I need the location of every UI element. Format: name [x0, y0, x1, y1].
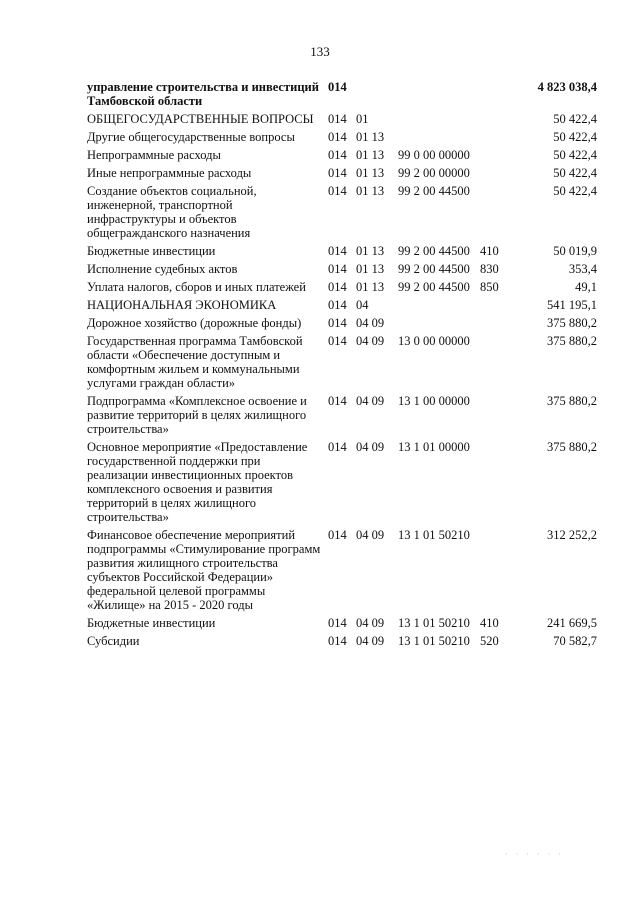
table-row	[87, 528, 597, 616]
row-section: 01 13	[356, 262, 385, 276]
table-row	[87, 80, 597, 112]
row-code: 014	[328, 184, 347, 198]
table-row	[87, 394, 597, 440]
row-article	[394, 112, 476, 130]
table-row	[87, 148, 597, 166]
row-name: Уплата налогов, сборов и иных платежей	[87, 280, 306, 294]
scan-noise: · · · · · ·	[505, 850, 564, 859]
row-name: Другие общегосударственные вопросы	[87, 130, 295, 144]
row-sum: 50 019,9	[553, 244, 597, 258]
row-sum: 541 195,1	[547, 298, 597, 312]
table-row	[87, 616, 597, 634]
row-name: Создание объектов социальной, инженерной, транспортной инфраструктуры и объектов общегражданского назначения	[87, 184, 257, 240]
row-type	[476, 394, 501, 440]
row-type	[476, 528, 501, 616]
row-name: Государственная программа Тамбовской области «Обеспечение доступным и комфортным жильем и коммунальными услугами граждан области»	[87, 334, 303, 390]
row-type	[476, 130, 501, 148]
row-name: Дорожное хозяйство (дорожные фонды)	[87, 316, 302, 330]
row-sum: 312 252,2	[547, 528, 597, 542]
row-type	[476, 184, 501, 244]
row-section: 01 13	[356, 166, 385, 180]
row-code: 014	[328, 130, 347, 144]
row-article	[394, 130, 476, 148]
row-type: 850	[480, 280, 499, 294]
row-article: 99 2 00 44500	[398, 280, 470, 294]
row-code: 014	[328, 394, 347, 408]
row-name: Бюджетные инвестиции	[87, 244, 216, 258]
row-section: 01 13	[356, 184, 385, 198]
row-sum: 375 880,2	[547, 394, 597, 408]
row-type	[476, 112, 501, 130]
row-section: 04 09	[356, 634, 385, 648]
row-sum: 375 880,2	[547, 440, 597, 454]
row-section: 04 09	[356, 528, 385, 542]
row-type	[476, 298, 501, 316]
row-section: 04 09	[356, 440, 385, 454]
row-code: 014	[328, 262, 347, 276]
row-sum: 50 422,4	[553, 184, 597, 198]
row-code: 014	[328, 528, 347, 542]
row-type	[476, 80, 501, 112]
budget-table	[87, 80, 597, 652]
row-name: Основное мероприятие «Предоставление государственной поддержки при реализации инвестиционных проектов комплексного освоения и развития территорий в целях жилищного строительства»	[87, 440, 308, 524]
row-section: 01 13	[356, 244, 385, 258]
row-name: Исполнение судебных актов	[87, 262, 238, 276]
row-article: 13 1 01 50210	[398, 616, 470, 630]
row-name: Бюджетные инвестиции	[87, 616, 216, 630]
row-article: 13 1 01 00000	[398, 440, 470, 454]
row-article	[394, 80, 476, 112]
row-code: 014	[328, 166, 347, 180]
row-section: 01 13	[356, 148, 385, 162]
row-article: 99 2 00 44500	[398, 184, 470, 198]
row-article: 13 1 01 50210	[398, 528, 470, 542]
row-sum: 4 823 038,4	[537, 80, 597, 94]
row-type	[476, 440, 501, 528]
row-type	[476, 334, 501, 394]
row-code: 014	[328, 440, 347, 454]
row-code: 014	[328, 112, 347, 126]
row-type: 830	[480, 262, 499, 276]
row-name: Финансовое обеспечение мероприятий подпрограммы «Стимулирование программ развития жилищного строительства субъектов Российской Федерации» федеральной целевой программы «Жилище» на 2015 - 2020 годы	[87, 528, 321, 612]
row-section: 04 09	[356, 616, 385, 630]
row-article: 13 1 01 50210	[398, 634, 470, 648]
row-name: Субсидии	[87, 634, 140, 648]
row-sum: 50 422,4	[553, 112, 597, 126]
page-number: 133	[310, 44, 330, 59]
row-code: 014	[328, 148, 347, 162]
row-article	[394, 316, 476, 334]
row-sum: 50 422,4	[553, 148, 597, 162]
row-code: 014	[328, 244, 347, 258]
row-section: 04	[356, 298, 369, 312]
row-sum: 70 582,7	[553, 634, 597, 648]
row-type	[476, 316, 501, 334]
row-code: 014	[328, 80, 347, 94]
row-section: 01	[356, 112, 369, 126]
row-type: 520	[480, 634, 499, 648]
row-article: 13 0 00 00000	[398, 334, 470, 348]
row-sum: 50 422,4	[553, 166, 597, 180]
table-row	[87, 262, 597, 280]
row-section: 01 13	[356, 280, 385, 294]
row-sum: 375 880,2	[547, 334, 597, 348]
row-sum: 375 880,2	[547, 316, 597, 330]
row-article	[394, 298, 476, 316]
row-section: 04 09	[356, 316, 385, 330]
table-row	[87, 298, 597, 316]
table-row	[87, 166, 597, 184]
row-name: НАЦИОНАЛЬНАЯ ЭКОНОМИКА	[87, 298, 277, 312]
row-sum: 353,4	[568, 262, 597, 276]
row-article: 13 1 00 00000	[398, 394, 470, 408]
table-row	[87, 130, 597, 148]
row-article: 99 2 00 44500	[398, 244, 470, 258]
table-row	[87, 316, 597, 334]
row-section	[352, 80, 394, 112]
row-section: 04 09	[356, 334, 385, 348]
row-code: 014	[328, 280, 347, 294]
row-type: 410	[480, 616, 499, 630]
row-name: ОБЩЕГОСУДАРСТВЕННЫЕ ВОПРОСЫ	[87, 112, 314, 126]
row-code: 014	[328, 634, 347, 648]
table-row	[87, 112, 597, 130]
row-type	[476, 166, 501, 184]
row-code: 014	[328, 298, 347, 312]
row-type: 410	[480, 244, 499, 258]
row-sum: 241 669,5	[547, 616, 597, 630]
row-section: 01 13	[356, 130, 385, 144]
row-article: 99 0 00 00000	[398, 148, 470, 162]
row-article: 99 2 00 44500	[398, 262, 470, 276]
table-row	[87, 244, 597, 262]
row-name: Иные непрограммные расходы	[87, 166, 252, 180]
table-row	[87, 184, 597, 244]
row-name: Непрограммные расходы	[87, 148, 221, 162]
table-row	[87, 280, 597, 298]
table-row	[87, 334, 597, 394]
row-name: Подпрограмма «Комплексное освоение и развитие территорий в целях жилищного строительства»	[87, 394, 307, 436]
row-type	[476, 148, 501, 166]
row-code: 014	[328, 616, 347, 630]
row-article: 99 2 00 00000	[398, 166, 470, 180]
row-section: 04 09	[356, 394, 385, 408]
table-row	[87, 634, 597, 652]
table-row	[87, 440, 597, 528]
row-sum: 50 422,4	[553, 130, 597, 144]
row-code: 014	[328, 316, 347, 330]
row-code: 014	[328, 334, 347, 348]
row-name: управление строительства и инвестиций Тамбовской области	[87, 80, 319, 108]
row-sum: 49,1	[575, 280, 597, 294]
